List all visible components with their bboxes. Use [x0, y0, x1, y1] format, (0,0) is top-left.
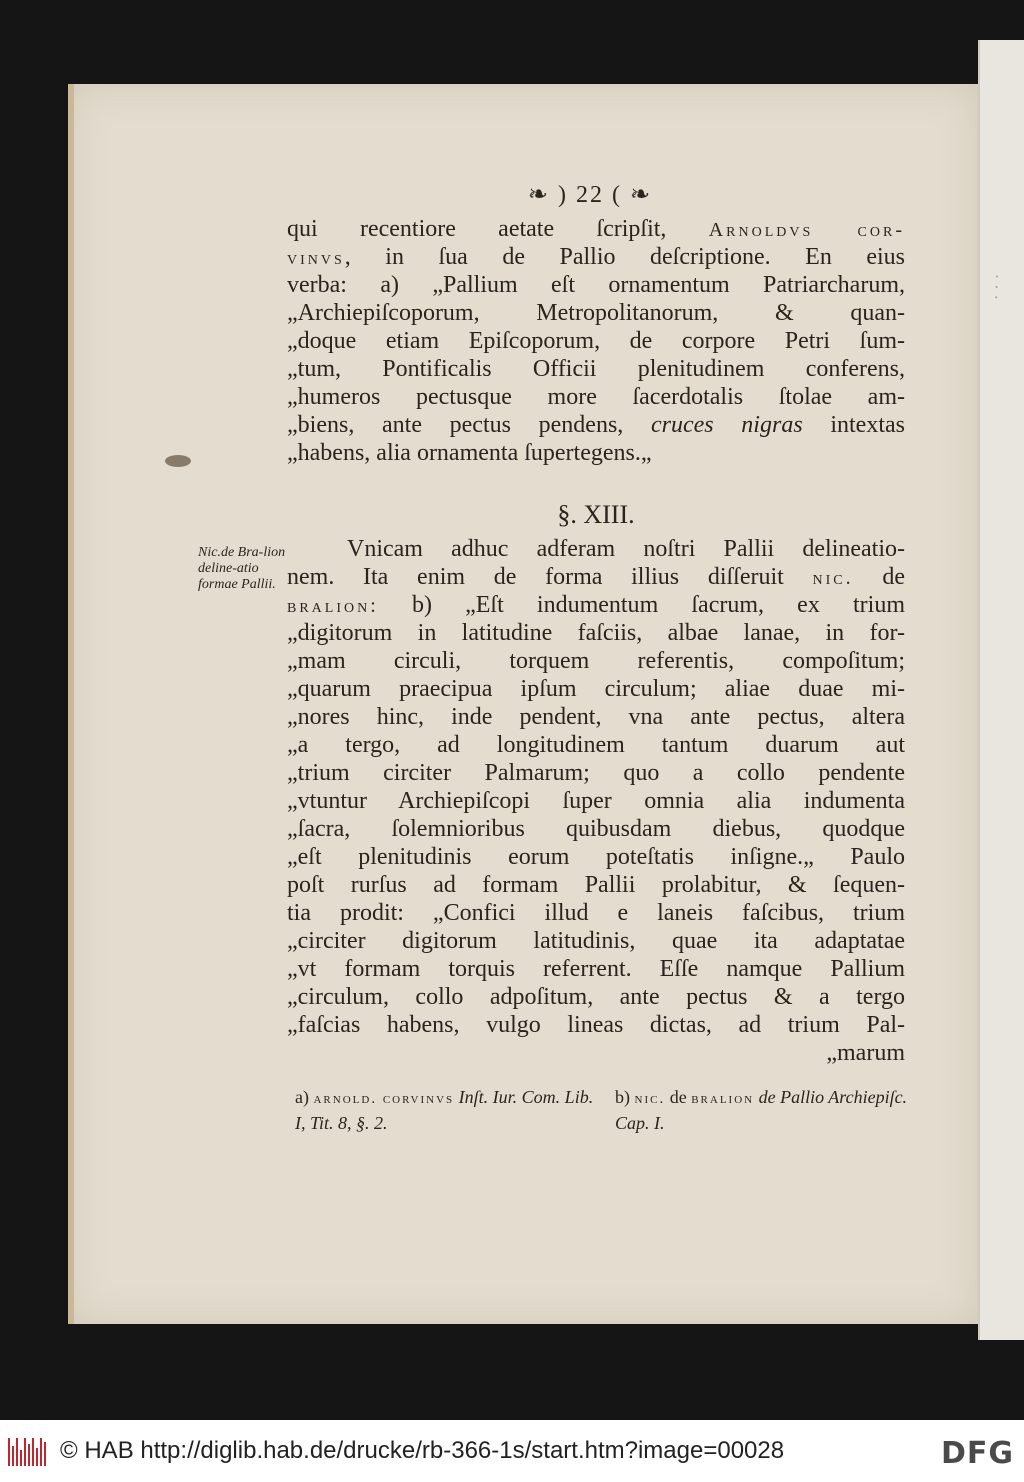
text-line: „nores hinc, inde pendent, vna ante pectus, altera: [287, 704, 905, 730]
text-line: nem. Ita enim de forma illius diſſeruit nic. de: [287, 564, 905, 590]
adjacent-page-edge: · · ·: [978, 40, 1024, 1340]
text-line: bralion: b) „Eſt indumentum ſacrum, ex trium: [287, 592, 905, 618]
text-line: „ſacra, ſolemnioribus quibusdam diebus, quodque: [287, 816, 905, 842]
copyright-link[interactable]: © HAB http://diglib.hab.de/drucke/rb-366-1s/start.htm?image=00028: [60, 1437, 785, 1464]
text-line: „habens, alia ornamenta ſupertegens.„: [287, 440, 652, 466]
dfg-logo: DFG: [940, 1436, 1014, 1471]
text-line: „vt formam torquis referrent. Eſſe namque Pallium: [287, 956, 905, 982]
text-line: „faſcias habens, vulgo lineas dictas, ad trium Pal-: [287, 1012, 905, 1038]
text-line: verba: a) „Pallium eſt ornamentum Patriarcharum,: [287, 272, 905, 298]
page-header: ❧ ) 22 ( ❧: [527, 182, 653, 208]
text-line: „doque etiam Epiſcoporum, de corpore Petri ſum-: [287, 328, 905, 354]
text-line: „vtuntur Archiepiſcopi ſuper omnia alia indumenta: [287, 788, 905, 814]
text-line: qui recentiore aetate ſcripſit, Arnoldvs cor-: [287, 216, 906, 242]
text-line: vinvs, in ſua de Pallio deſcriptione. En eius: [287, 244, 905, 270]
text-line: Vnicam adhuc adferam noſtri Pallii delineatio-: [347, 536, 905, 562]
text-line: „Archiepiſcoporum, Metropolitanorum, & quan-: [287, 300, 905, 326]
text-line: „tum, Pontificalis Officii plenitudinem conferens,: [287, 356, 905, 382]
catchword: „marum: [826, 1040, 905, 1066]
paragraph-2: [287, 535, 905, 1067]
text-line: „biens, ante pectus pendens, cruces nigras intextas: [287, 412, 905, 438]
footnote-b: b) nic. de bralion de Pallio Archiepiſc. Cap. I.: [615, 1087, 908, 1133]
paragraph-1: [287, 215, 905, 467]
text-line: „eſt plenitudinis eorum poteſtatis inſigne.„ Paulo: [287, 844, 905, 870]
page-gutter: [68, 84, 74, 1324]
marginal-note: Nic.de Bra-lion deline-atio formae Pallii.: [198, 545, 286, 592]
text-line: „circiter digitorum latitudinis, quae ita adaptatae: [287, 928, 905, 954]
hab-logo-icon: [8, 1436, 46, 1466]
text-line: „digitorum in latitudine faſciis, albae lanae, in for-: [287, 620, 905, 646]
ink-stain: [165, 455, 191, 467]
section-heading: §. XIII.: [557, 500, 635, 529]
text-line: „mam circuli, torquem referentis, compoſitum;: [287, 648, 905, 674]
text-line: „trium circiter Palmarum; quo a collo pendente: [287, 760, 905, 786]
footnote-a: a) arnold. corvinvs Inſt. Iur. Com. Lib. I, Tit. 8, §. 2.: [295, 1087, 594, 1133]
text-line: poſt rurſus ad formam Pallii prolabitur, & ſequen-: [287, 872, 905, 898]
text-line: „humeros pectusque more ſacerdotalis ſtolae am-: [287, 384, 905, 410]
text-line: „quarum praecipua ipſum circulum; aliae duae mi-: [287, 676, 905, 702]
text-line: „circulum, collo adpoſitum, ante pectus & a tergo: [287, 984, 905, 1010]
text-line: tia prodit: „Confici illud e laneis faſcibus, trium: [287, 900, 905, 926]
text-line: „a tergo, ad longitudinem tantum duarum aut: [287, 732, 905, 758]
viewer-footer: [0, 1420, 1024, 1482]
